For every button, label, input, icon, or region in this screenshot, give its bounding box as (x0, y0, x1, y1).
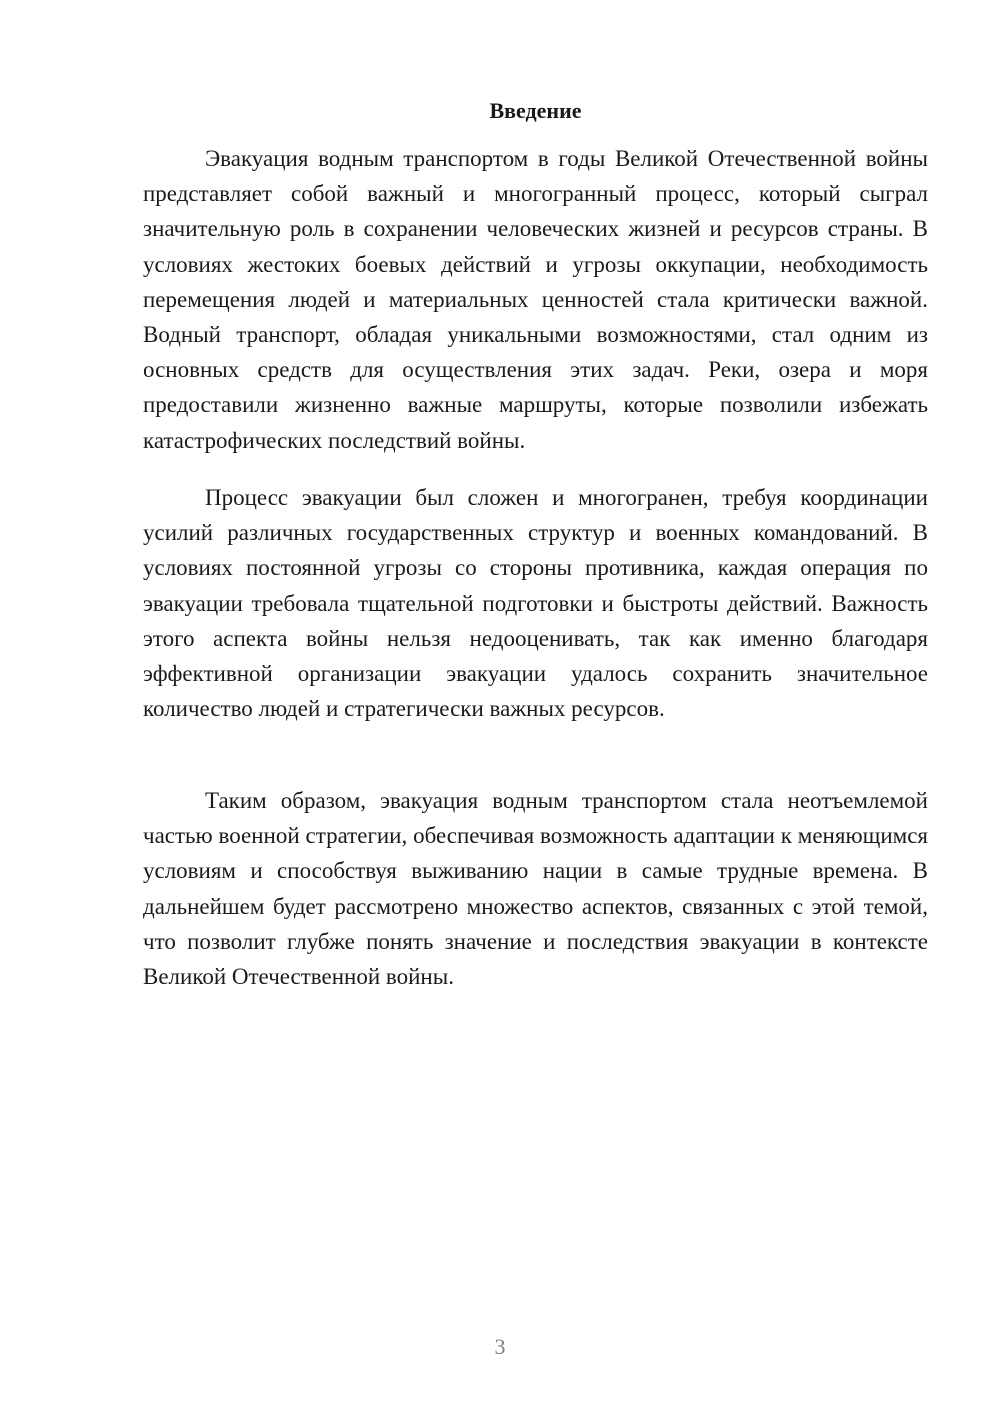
section-heading: Введение (489, 98, 582, 123)
paragraph-1: Эвакуация водным транспортом в годы Великой Отечественной войны представляет собой важный и многогранный процесс, который сыграл значительную роль в сохранении человеческих жизней и ресурсов страны. В условиях жестоких боевых действий и угрозы оккупации, необходимость перемещения людей и материальных ценностей стала критически важной. Водный транспорт, обладая уникальными возможностями, стал одним из основных средств для осуществления этих задач. Реки, озера и моря предоставили жизненно важные маршруты, которые позволили избежать катастрофических последствий войны. (143, 146, 928, 453)
paragraph-2: Процесс эвакуации был сложен и многогранен, требуя координации усилий различных государственных структур и военных командований. В условиях постоянной угрозы со стороны противника, каждая операция по эвакуации требовала тщательной подготовки и быстроты действий. Важность этого аспекта войны нельзя недооценивать, так как именно благодаря эффективной организации эвакуации удалось сохранить значительное количество людей и стратегически важных ресурсов. (143, 485, 928, 722)
paragraph-3: Таким образом, эвакуация водным транспортом стала неотъемлемой частью военной стратегии, обеспечивая возможность адаптации к меняющимся условиям и способствуя выживанию нации в самые трудные времена. В дальнейшем будет рассмотрено множество аспектов, связанных с этой темой, что позволит глубже понять значение и последствия эвакуации в контексте Великой Отечественной войны. (143, 788, 928, 990)
page-number: 3 (494, 1334, 506, 1359)
